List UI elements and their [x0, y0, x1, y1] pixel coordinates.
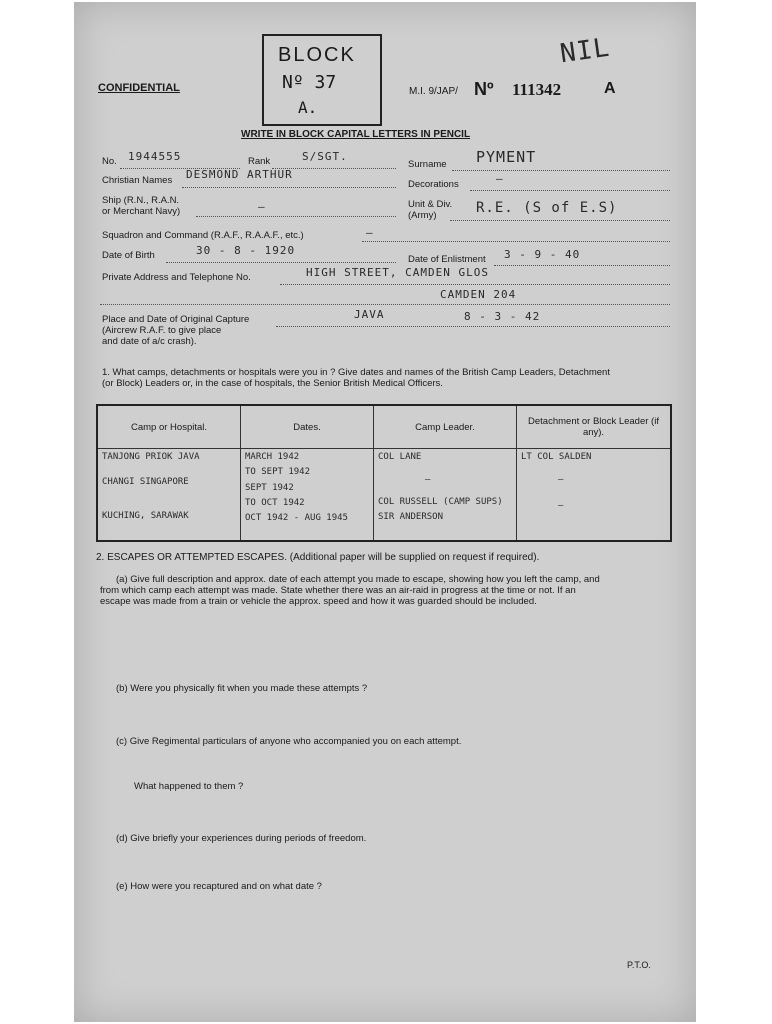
camps-header-leader: Camp Leader. — [374, 405, 517, 449]
address-value-2: CAMDEN 204 — [440, 288, 517, 301]
no-label: No. — [102, 156, 117, 167]
christian-names-label: Christian Names — [102, 175, 173, 186]
q2a-text-1: (a) Give full description and approx. date of each attempt you made to escape, showing how you left the camp, and — [116, 574, 600, 585]
form-suffix: A — [604, 80, 616, 97]
no-value: 1944555 — [128, 150, 182, 163]
capture-label-2: (Aircrew R.A.F. to give place — [102, 325, 222, 336]
camps-col-camp — [97, 449, 241, 542]
date-entry-4: TO OCT 1942 — [245, 497, 305, 508]
decorations-label: Decorations — [408, 179, 459, 190]
camp-entry-1: TANJONG PRIOK JAVA — [102, 452, 200, 462]
block-stamp — [262, 34, 382, 126]
unit-label-1: Unit & Div. — [408, 199, 453, 210]
q2-heading: 2. ESCAPES OR ATTEMPTED ESCAPES. (Additional paper will be supplied on request if required). — [96, 552, 540, 563]
q2c-followup-text: What happened to them ? — [134, 781, 244, 792]
date-entry-1: MARCH 1942 — [245, 452, 300, 462]
leader-entry-2: — — [425, 475, 431, 486]
nil-annotation: NIL — [558, 32, 612, 70]
unit-value: R.E. (S of E.S) — [476, 200, 618, 216]
q1-text-2: (or Block) Leaders or, in the case of hospitals, the Senior British Medical Officers. — [102, 378, 443, 389]
ship-value: — — [258, 200, 266, 213]
q2c-text: (c) Give Regimental particulars of anyone who accompanied you on each attempt. — [116, 736, 462, 747]
address-value-1: HIGH STREET, CAMDEN GLOS — [306, 266, 489, 279]
camps-header-dates: Dates. — [241, 405, 374, 449]
rank-label: Rank — [248, 156, 271, 167]
squadron-value: — — [366, 226, 374, 239]
camp-entry-2: CHANGI SINGAPORE — [102, 477, 189, 488]
christian-names-value: DESMOND ARTHUR — [186, 168, 293, 181]
ship-label-2: or Merchant Navy) — [102, 206, 181, 217]
detachment-entry-2: — — [558, 475, 564, 486]
surname-value: PYMENT — [476, 148, 537, 166]
stamp-line-1: BLOCK — [278, 44, 356, 66]
detachment-entry-3: — — [558, 500, 564, 511]
number-label: Nº — [474, 79, 494, 99]
capture-place-value: JAVA — [354, 308, 385, 321]
camp-entry-3: KUCHING, SARAWAK — [102, 510, 189, 521]
surname-label: Surname — [408, 159, 447, 170]
q2e-text: (e) How were you recaptured and on what date ? — [116, 881, 322, 892]
camps-col-leader — [374, 449, 517, 542]
dob-label: Date of Birth — [102, 250, 155, 261]
enlistment-label: Date of Enlistment — [408, 254, 486, 265]
unit-label-2: (Army) — [408, 210, 437, 221]
q1-text-1: 1. What camps, detachments or hospitals were you in ? Give dates and names of the British Camp Leaders, Detachment — [102, 367, 610, 378]
decorations-value: — — [496, 172, 504, 185]
enlistment-value: 3 - 9 - 40 — [504, 248, 581, 261]
capture-date-value: 8 - 3 - 42 — [464, 310, 541, 323]
q2b-text: (b) Were you physically fit when you made these attempts ? — [116, 683, 368, 694]
address-label: Private Address and Telephone No. — [102, 272, 251, 283]
camps-table — [96, 404, 672, 542]
ship-label-1: Ship (R.N., R.A.N. — [102, 195, 180, 206]
squadron-label: Squadron and Command (R.A.F., R.A.A.F., etc.) — [102, 230, 304, 241]
instruction-heading: WRITE IN BLOCK CAPITAL LETTERS IN PENCIL — [241, 129, 471, 140]
camps-header-camp: Camp or Hospital. — [97, 405, 241, 449]
ref-code: M.I. 9/JAP/ — [409, 86, 458, 97]
q2a-text-3: escape was made from a train or vehicle the approx. speed and how it was guarded should be included. — [100, 596, 537, 607]
camps-col-detachment — [517, 449, 672, 542]
q2a-text-2: from which camp each attempt was made. State whether there was an air-raid in progress at the time or not. If an — [100, 585, 576, 596]
dob-value: 30 - 8 - 1920 — [196, 244, 296, 257]
form-number: 111342 — [512, 80, 562, 99]
stamp-line-3: A. — [298, 98, 318, 117]
camps-col-dates — [241, 449, 374, 542]
leader-entry-1: COL LANE — [378, 452, 422, 462]
leader-entry-3: COL RUSSELL (CAMP SUPS) — [378, 496, 503, 507]
date-entry-3: SEPT 1942 — [245, 482, 294, 493]
date-entry-5: OCT 1942 - AUG 1945 — [245, 513, 348, 523]
capture-label-3: and date of a/c crash). — [102, 336, 197, 347]
detachment-entry-1: LT COL SALDEN — [521, 452, 592, 462]
date-entry-2: TO SEPT 1942 — [245, 467, 311, 478]
leader-entry-4: SIR ANDERSON — [378, 511, 444, 522]
camps-header-detachment: Detachment or Block Leader (if any). — [517, 405, 672, 449]
rank-value: S/SGT. — [302, 150, 348, 163]
stamp-line-2: Nº 37 — [282, 72, 337, 93]
confidential-label: CONFIDENTIAL — [98, 82, 180, 94]
capture-label-1: Place and Date of Original Capture — [102, 314, 250, 325]
pto-label: P.T.O. — [627, 960, 651, 970]
q2d-text: (d) Give briefly your experiences during periods of freedom. — [116, 833, 367, 844]
